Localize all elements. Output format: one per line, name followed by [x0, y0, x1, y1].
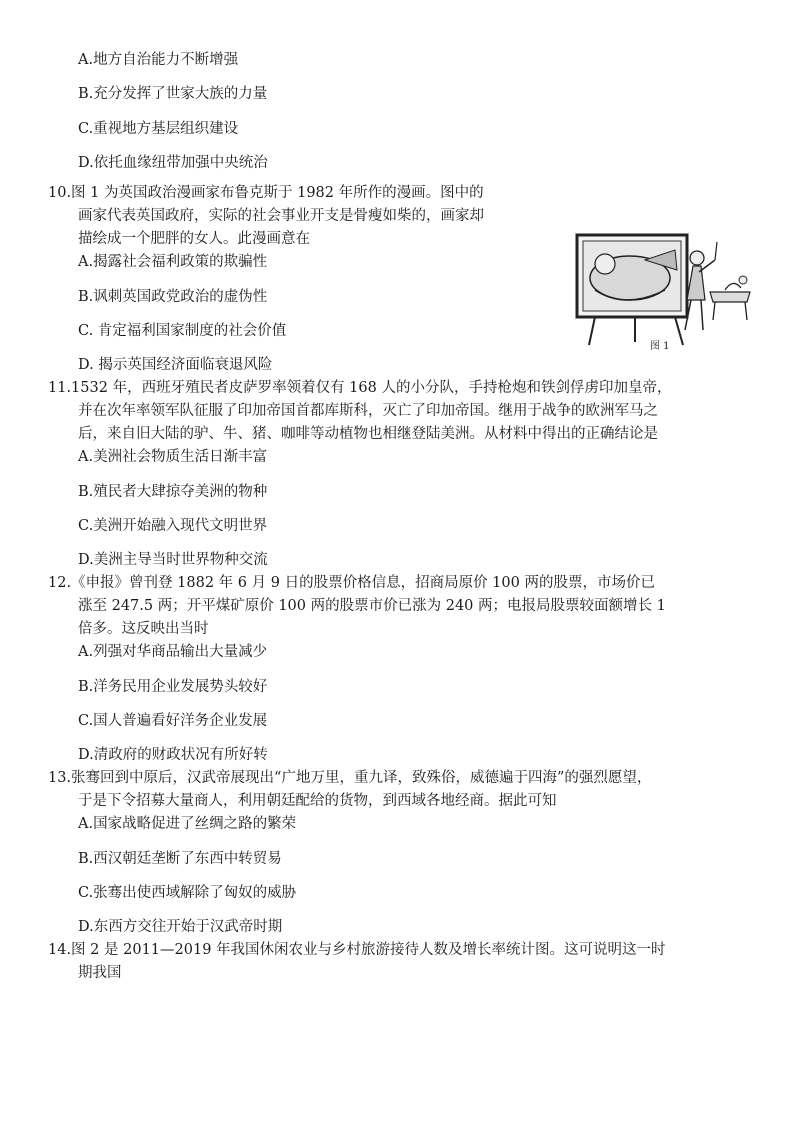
q10-option-d: D. 揭示英国经济面临衰退风险 [78, 357, 273, 373]
q10-stem-line-3: 描绘成一个肥胖的女人。此漫画意在 [78, 231, 310, 247]
q14-stem-line-2: 期我国 [78, 965, 122, 981]
q11-option-d: D.美洲主导当时世界物种交流 [78, 552, 268, 568]
q11-option-a: A.美洲社会物质生活日渐丰富 [78, 449, 268, 465]
q9-option-a: A.地方自治能力不断增强 [78, 52, 239, 68]
q11-option-b: B.殖民者大肆掠夺美洲的物种 [78, 484, 268, 500]
q13-stem-line-1: 13.张骞回到中原后，汉武帝展现出“广地万里，重九译，致殊俗，威德遍于四海”的强烈愿望， [48, 770, 652, 786]
q10-option-c: C. 肯定福利国家制度的社会价值 [78, 323, 287, 339]
q10-option-b: B.讽刺英国政党政治的虚伪性 [78, 289, 268, 305]
q12-stem-line-1: 12.《申报》曾刊登 1882 年 6 月 9 日的股票价格信息，招商局原价 100 两的股票，市场价已 [48, 575, 655, 591]
q12-stem-line-2: 涨至 247.5 两；开平煤矿原价 100 两的股票市价已涨为 240 两；电报局股票较面额增长 1 [78, 598, 666, 614]
q11-stem-line-2: 并在次年率领军队征服了印加帝国首都库斯科，灭亡了印加帝国。继用于战争的欧洲军马之 [78, 403, 658, 419]
figure-1-caption: 图 1 [650, 341, 670, 352]
q10-option-a: A.揭露社会福利政策的欺骗性 [78, 254, 268, 270]
thin-painter-figure [685, 242, 717, 330]
q9-option-c: C.重视地方基层组织建设 [78, 121, 239, 137]
q14-stem-line-1: 14.图 2 是 2011—2019 年我国休闲农业与乡村旅游接待人数及增长率统计图。这可说明这一时 [48, 942, 666, 958]
q12-option-b: B.洋务民用企业发展势头较好 [78, 679, 268, 695]
q13-option-b: B.西汉朝廷垄断了东西中转贸易 [78, 851, 282, 867]
q12-option-d: D.清政府的财政状况有所好转 [78, 747, 268, 763]
q10-stem-line-2: 画家代表英国政府，实际的社会事业开支是骨瘦如柴的，画家却 [78, 208, 484, 224]
q13-stem-line-2: 于是下令招募大量商人，利用朝廷配给的货物，到西域各地经商。据此可知 [78, 793, 557, 809]
q11-stem-line-1: 11.1532 年，西班牙殖民者皮萨罗率领着仅有 168 人的小分队，手持枪炮和铁剑俘虏印加皇帝， [48, 380, 672, 396]
q13-option-c: C.张骞出使西域解除了匈奴的威胁 [78, 885, 297, 901]
q13-option-d: D.东西方交往开始于汉武帝时期 [78, 919, 283, 935]
q12-stem-line-3: 倍多。这反映出当时 [78, 621, 209, 637]
q9-option-d: D.依托血缘纽带加强中央统治 [78, 155, 268, 171]
cartoon-illustration [575, 230, 755, 350]
q10-stem-line-1: 10.图 1 为英国政治漫画家布鲁克斯于 1982 年所作的漫画。图中的 [48, 185, 484, 201]
q9-option-b: B.充分发挥了世家大族的力量 [78, 86, 268, 102]
q13-option-a: A.国家战略促进了丝绸之路的繁荣 [78, 816, 297, 832]
q11-stem-line-3: 后，来自旧大陆的驴、牛、猪、咖啡等动植物也相继登陆美洲。从材料中得出的正确结论是 [78, 426, 658, 442]
q11-option-c: C.美洲开始融入现代文明世界 [78, 518, 268, 534]
skinny-creature-drawing [710, 276, 750, 320]
q12-option-a: A.列强对华商品输出大量减少 [78, 644, 268, 660]
q12-option-c: C.国人普遍看好洋务企业发展 [78, 713, 268, 729]
